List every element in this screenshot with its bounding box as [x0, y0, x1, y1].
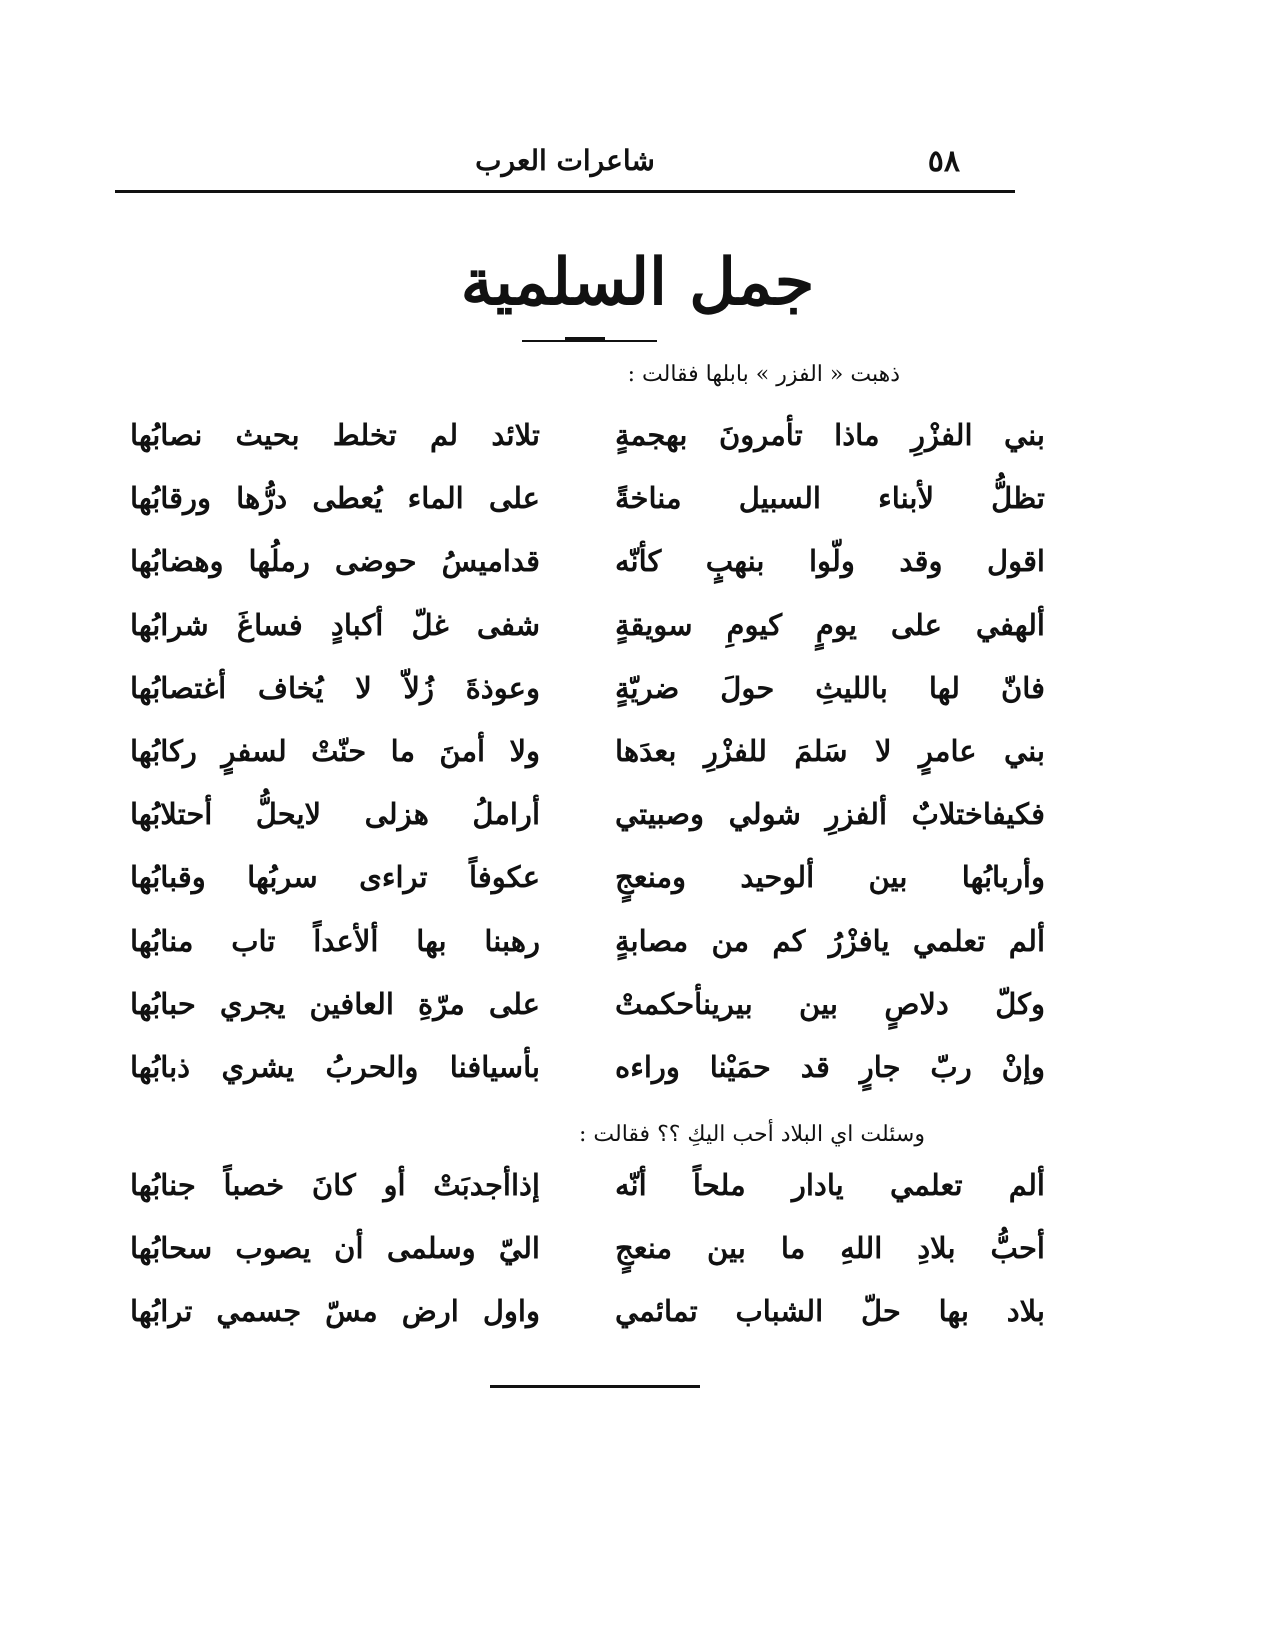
running-header [115, 140, 1015, 193]
second-hemistich: واول ارض مسّ جسمي ترابُها [130, 1294, 540, 1329]
second-hemistich: إذاأجدبَتْ أو كانَ خصباً جنابُها [130, 1168, 540, 1202]
second-hemistich: تلائد لم تخلط بحيث نصابُها [130, 418, 540, 452]
poem-second [110, 1160, 1045, 1350]
verse [110, 536, 1045, 599]
first-hemistich: بني الفزْرِ ماذا تأمرونَ بهجمةٍ [615, 418, 1045, 452]
second-hemistich: بأسيافنا والحربُ يشري ذبابُها [130, 1049, 540, 1084]
first-hemistich: فانّ لها بالليثِ حولَ ضريّةٍ [615, 670, 1045, 705]
verse [110, 473, 1045, 536]
first-hemistich: ألم تعلمي يافزْرُ كم من مصابةٍ [615, 923, 1045, 958]
second-hemistich: عكوفاً تراءى سربُها وقبابُها [130, 860, 540, 895]
verse [110, 1286, 1045, 1349]
first-hemistich: وأربابُها بين ألوحيد ومنعجٍ [615, 860, 1045, 895]
first-hemistich: وكلّ دلاصٍ بين بيرينأحكمتْ [615, 986, 1045, 1021]
poem-title: جمل السلمية [460, 245, 815, 320]
verse [110, 1042, 1045, 1105]
first-hemistich: فكيفاختلابٌ ألفزرِ شولي وصبيتي [615, 797, 1045, 832]
verse [110, 789, 1045, 852]
verse [110, 726, 1045, 789]
second-hemistich: شفى غلّ أكبادٍ فساغَ شرابُها [130, 607, 540, 642]
first-hemistich: أحبُّ بلادِ اللهِ ما بين منعجٍ [615, 1231, 1045, 1266]
first-hemistich: ألم تعلمي يادار ملحاً أنّه [615, 1168, 1045, 1202]
verse [110, 1223, 1045, 1286]
first-hemistich: تظلُّ لأبناء السبيل مناخةً [615, 481, 1045, 516]
second-hemistich: قداميسُ حوضى رملُها وهضابُها [130, 544, 540, 579]
intro-line-second: وسئلت اي البلاد أحب اليكِ ؟؟ فقالت : [579, 1122, 925, 1147]
title-divider-ornament [565, 337, 605, 341]
second-hemistich: على مرّةِ العافين يجري حبابُها [130, 986, 540, 1021]
verse [110, 663, 1045, 726]
second-hemistich: أراملُ هزلى لايحلُّ أحتلابُها [130, 797, 540, 832]
verse [110, 979, 1045, 1042]
first-hemistich: وإنْ ربّ جارٍ قد حمَيْنا وراءه [615, 1049, 1045, 1084]
verse [110, 600, 1045, 663]
second-hemistich: اليّ وسلمى أن يصوب سحابُها [130, 1231, 540, 1266]
intro-line: ذهبت « الفزر » بابلها فقالت : [627, 362, 900, 387]
first-hemistich: اقول وقد ولّوا بنهبٍ كأنّه [615, 544, 1045, 579]
page-number: ٥٨ [927, 144, 960, 179]
first-hemistich: بلاد بها حلّ الشباب تمائمي [615, 1294, 1045, 1329]
poem-first [110, 410, 1045, 1105]
second-hemistich: رهبنا بها ألأعداً تاب منابُها [130, 923, 540, 958]
second-hemistich: وعوذةَ زُلاّ لا يُخاف أغتصابُها [130, 670, 540, 705]
second-hemistich: على الماء يُعطى درُّها ورقابُها [130, 481, 540, 516]
second-hemistich: ولا أمنَ ما حنّتْ لسفرٍ ركابُها [130, 733, 540, 768]
verse [110, 410, 1045, 473]
verse [110, 1160, 1045, 1223]
end-divider [490, 1385, 700, 1388]
verse [110, 916, 1045, 979]
first-hemistich: بني عامرٍ لا سَلمَ للفزْرِ بعدَها [615, 733, 1045, 768]
first-hemistich: ألهفي على يومٍ كيومِ سويقةٍ [615, 607, 1045, 642]
verse [110, 852, 1045, 915]
running-title: شاعرات العرب [475, 144, 655, 177]
